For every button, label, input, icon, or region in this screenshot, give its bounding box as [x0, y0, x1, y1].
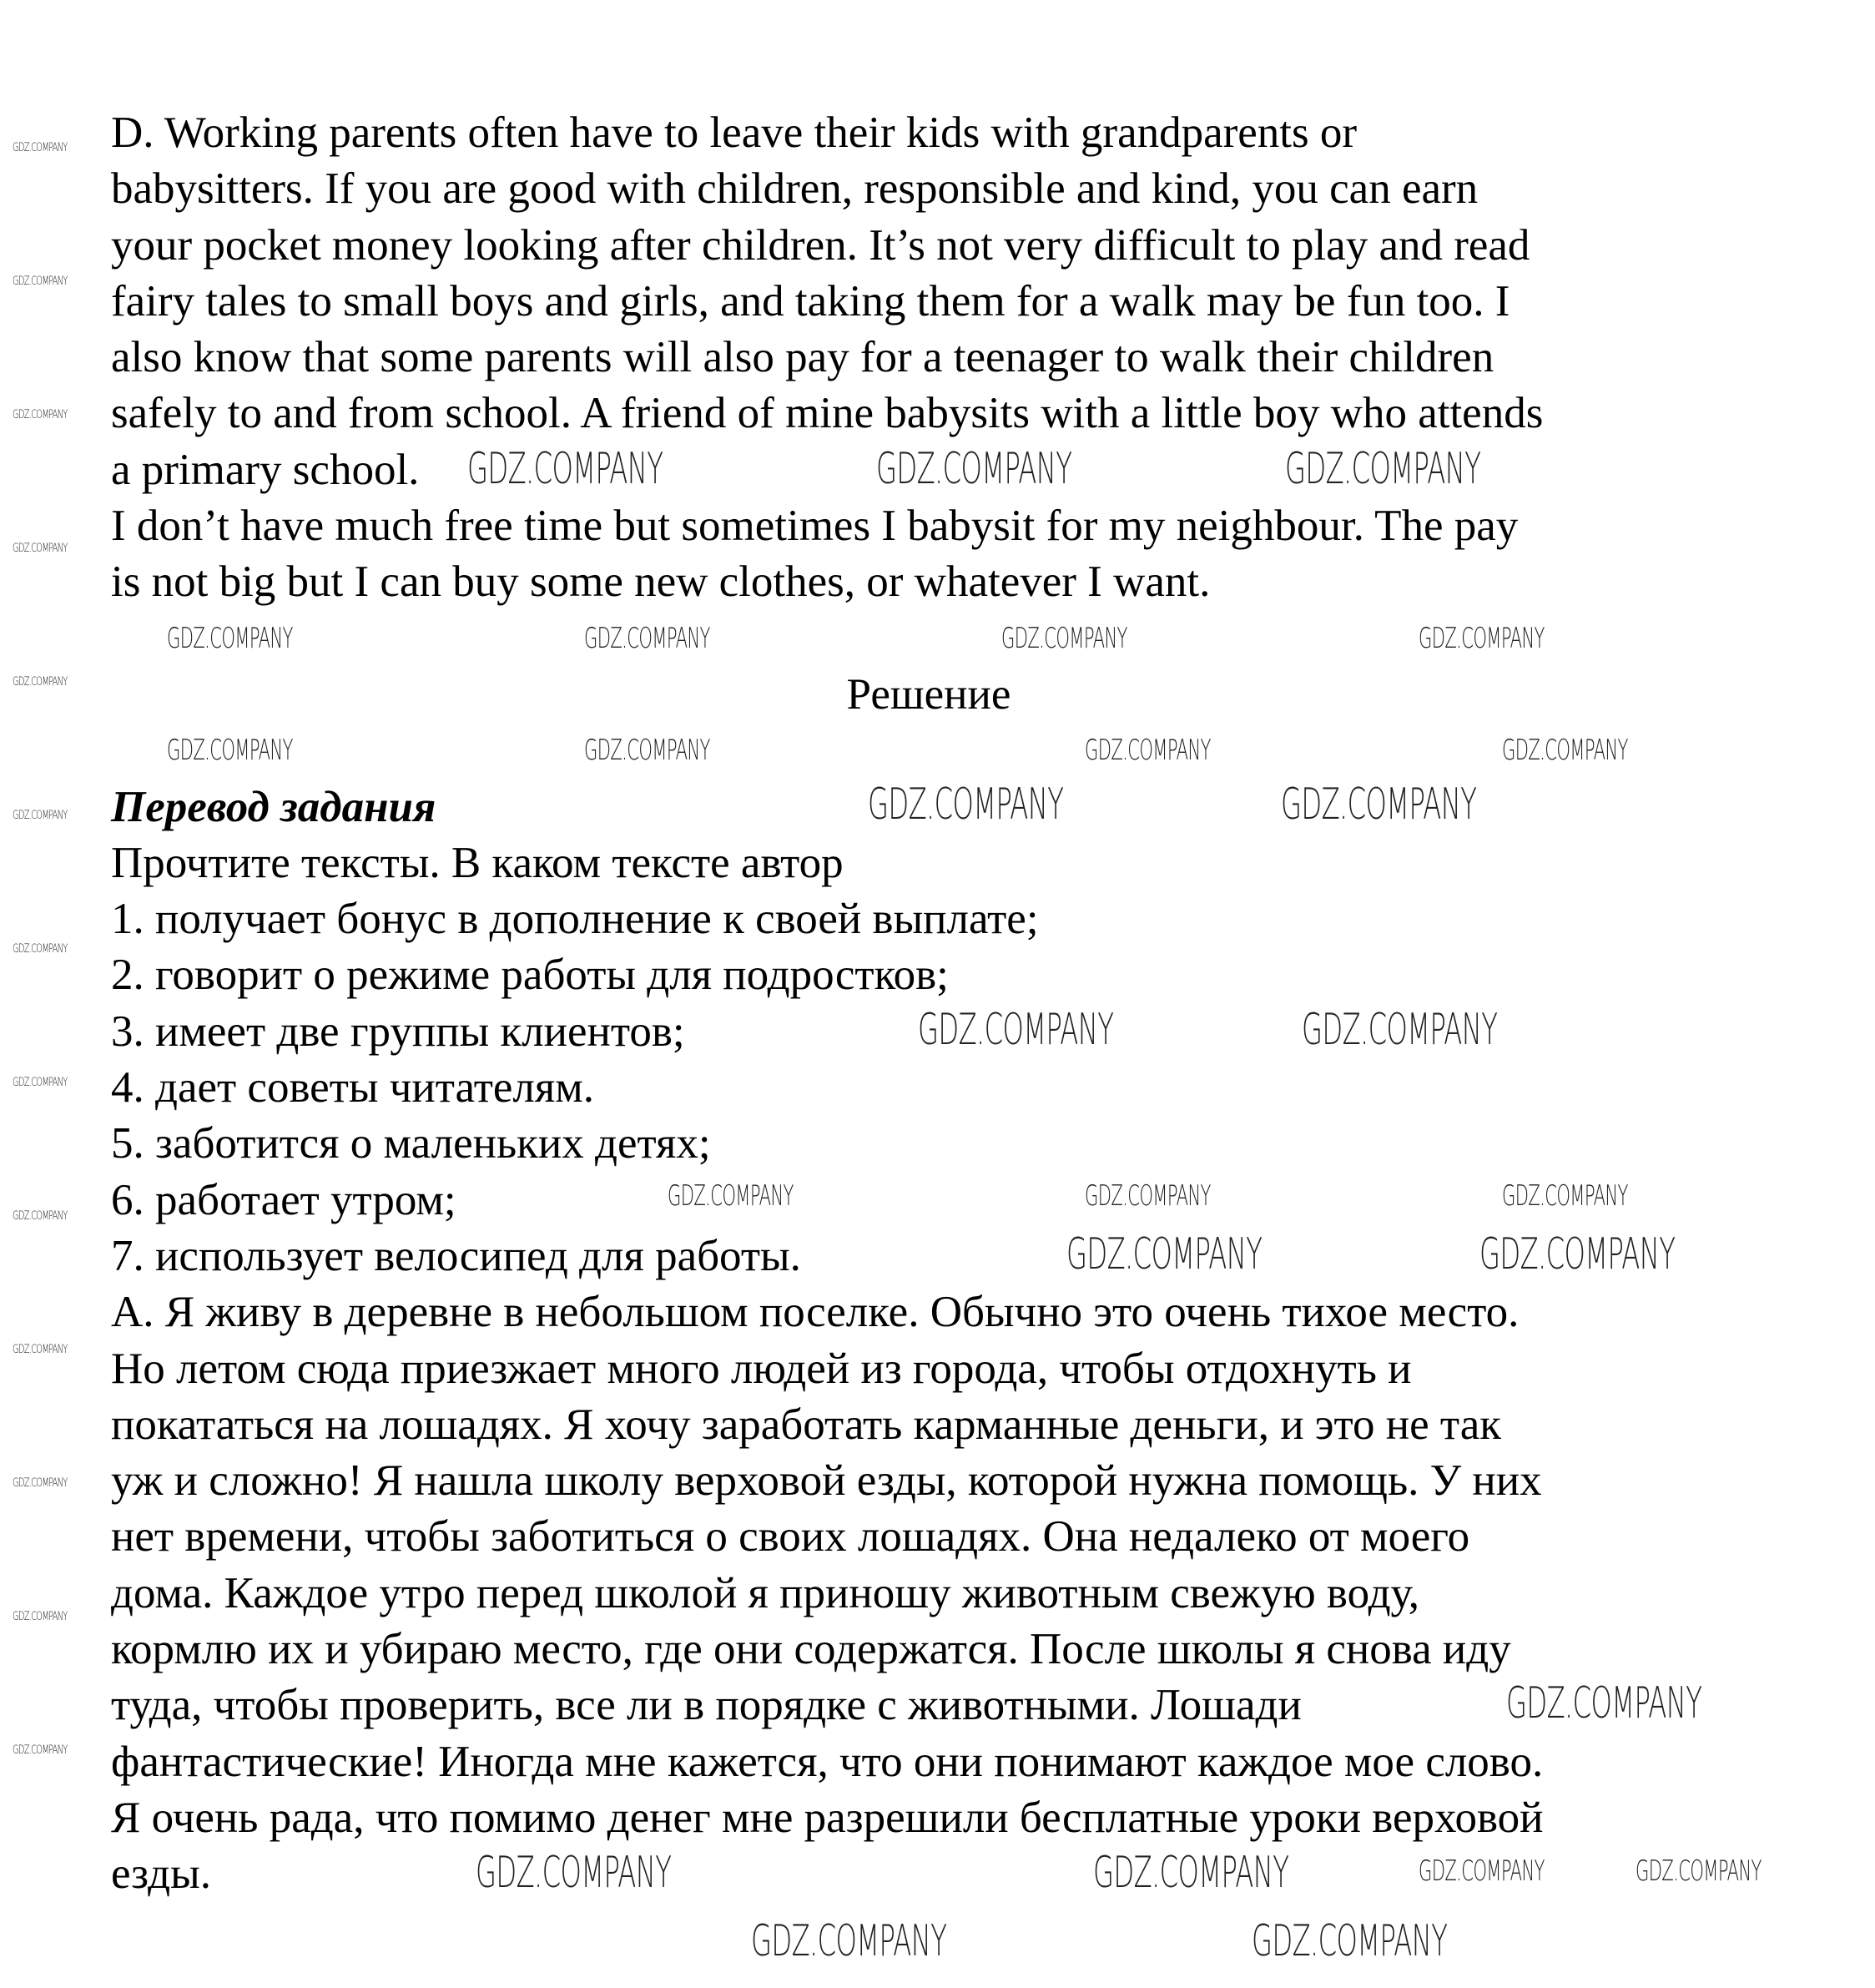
task-item: 3. имеет две группы клиентов;	[111, 1007, 685, 1056]
watermark: GDZ.COMPANY	[918, 1005, 1114, 1055]
watermark: GDZ.COMPANY	[868, 780, 1064, 830]
document-page	[111, 105, 1780, 1903]
watermark: GDZ.COMPANY	[1636, 1854, 1762, 1888]
text-line: is not big but I can buy some new clothes, or whatever I want.	[111, 558, 1211, 607]
text-line: Но летом сюда приезжает много людей из города, чтобы отдохнуть и	[111, 1344, 1412, 1393]
text-line: езды.	[111, 1849, 211, 1899]
watermark: GDZ.COMPANY	[668, 1179, 794, 1213]
watermark: GDZ.COMPANY	[13, 809, 68, 822]
watermark: GDZ.COMPANY	[13, 408, 68, 421]
text-line: fairy tales to small boys and girls, and taking them for a walk may be fun too. I	[111, 276, 1510, 325]
watermark: GDZ.COMPANY	[467, 444, 663, 494]
watermark: GDZ.COMPANY	[1085, 1179, 1211, 1213]
watermark: GDZ.COMPANY	[1093, 1848, 1289, 1898]
task-list	[111, 891, 1780, 1284]
text-line: safely to and from school. A friend of mine babysits with a little boy who attends	[111, 389, 1544, 438]
text-line: дома. Каждое утро перед школой я приношу животным свежую воду,	[111, 1568, 1419, 1617]
english-paragraph-d	[111, 105, 1780, 611]
task-item: 6. работает утром;	[111, 1175, 456, 1224]
task-item: 5. заботится о маленьких детях;	[111, 1119, 711, 1168]
watermark: GDZ.COMPANY	[1001, 622, 1127, 655]
watermark: GDZ.COMPANY	[13, 1343, 68, 1356]
watermark: GDZ.COMPANY	[876, 444, 1072, 494]
watermark: GDZ.COMPANY	[751, 1916, 947, 1966]
watermark: GDZ.COMPANY	[1419, 1854, 1545, 1888]
text-line: babysitters. If you are good with children, responsible and kind, you can earn	[111, 164, 1479, 214]
watermark: GDZ.COMPANY	[1085, 734, 1211, 767]
text-line: also know that some parents will also pay for a teenager to walk their children	[111, 333, 1494, 382]
watermark: GDZ.COMPANY	[1502, 1179, 1628, 1213]
watermark: GDZ.COMPANY	[13, 1610, 68, 1623]
task-item: 4. дает советы читателям.	[111, 1063, 594, 1113]
watermark: GDZ.COMPANY	[13, 1209, 68, 1223]
text-line: a primary school.	[111, 445, 420, 494]
text-line: А. Я живу в деревне в небольшом поселке. Обычно это очень тихое место.	[111, 1288, 1520, 1337]
watermark: GDZ.COMPANY	[13, 542, 68, 555]
watermark: GDZ.COMPANY	[13, 1076, 68, 1089]
watermark: GDZ.COMPANY	[13, 1743, 68, 1757]
translation-intro: Прочтите тексты. В каком тексте автор	[111, 838, 844, 887]
text-line: уж и сложно! Я нашла школу верховой езды, которой нужна помощь. У них	[111, 1456, 1542, 1506]
text-line: туда, чтобы проверить, все ли в порядке с животными. Лошади	[111, 1681, 1302, 1730]
text-line: your pocket money looking after children. It’s not very difficult to play and read	[111, 220, 1530, 270]
watermark: GDZ.COMPANY	[1479, 1229, 1676, 1279]
watermark: GDZ.COMPANY	[167, 734, 293, 767]
text-line: кормлю их и убираю место, где они содержатся. После школы я снова иду	[111, 1625, 1511, 1674]
text-line: Я очень рада, что помимо денег мне разрешили бесплатные уроки верховой	[111, 1793, 1544, 1842]
text-line: D. Working parents often have to leave their kids with grandparents or	[111, 108, 1358, 157]
watermark: GDZ.COMPANY	[1502, 734, 1628, 767]
watermark: GDZ.COMPANY	[13, 942, 68, 956]
task-item: 7. использует велосипед для работы.	[111, 1231, 801, 1280]
watermark: GDZ.COMPANY	[13, 141, 68, 154]
watermark: GDZ.COMPANY	[1302, 1005, 1498, 1055]
translation-heading: Перевод задания	[111, 782, 436, 831]
task-item: 2. говорит о режиме работы для подростков;	[111, 951, 949, 1000]
solution-heading: Решение	[846, 669, 1011, 719]
text-line: фантастические! Иногда мне кажется, что они понимают каждое мое слово.	[111, 1737, 1544, 1786]
text-line: покататься на лошадях. Я хочу заработать карманные деньги, и это не так	[111, 1400, 1501, 1449]
text-line: I don’t have much free time but sometimes I babysit for my neighbour. The pay	[111, 502, 1519, 551]
watermark: GDZ.COMPANY	[1252, 1916, 1448, 1966]
text-line: нет времени, чтобы заботиться о своих лошадях. Она недалеко от моего	[111, 1512, 1470, 1562]
watermark: GDZ.COMPANY	[584, 622, 710, 655]
watermark: GDZ.COMPANY	[13, 675, 68, 689]
watermark: GDZ.COMPANY	[13, 1476, 68, 1490]
watermark: GDZ.COMPANY	[1419, 622, 1545, 655]
watermark: GDZ.COMPANY	[13, 275, 68, 288]
text-a-translation	[111, 1284, 1780, 1902]
watermark: GDZ.COMPANY	[584, 734, 710, 767]
watermark: GDZ.COMPANY	[1066, 1229, 1263, 1279]
watermark: GDZ.COMPANY	[1281, 780, 1477, 830]
watermark: GDZ.COMPANY	[476, 1848, 672, 1898]
watermark: GDZ.COMPANY	[1506, 1678, 1702, 1728]
watermark: GDZ.COMPANY	[167, 622, 293, 655]
task-item: 1. получает бонус в дополнение к своей выплате;	[111, 895, 1039, 944]
watermark: GDZ.COMPANY	[1285, 444, 1481, 494]
